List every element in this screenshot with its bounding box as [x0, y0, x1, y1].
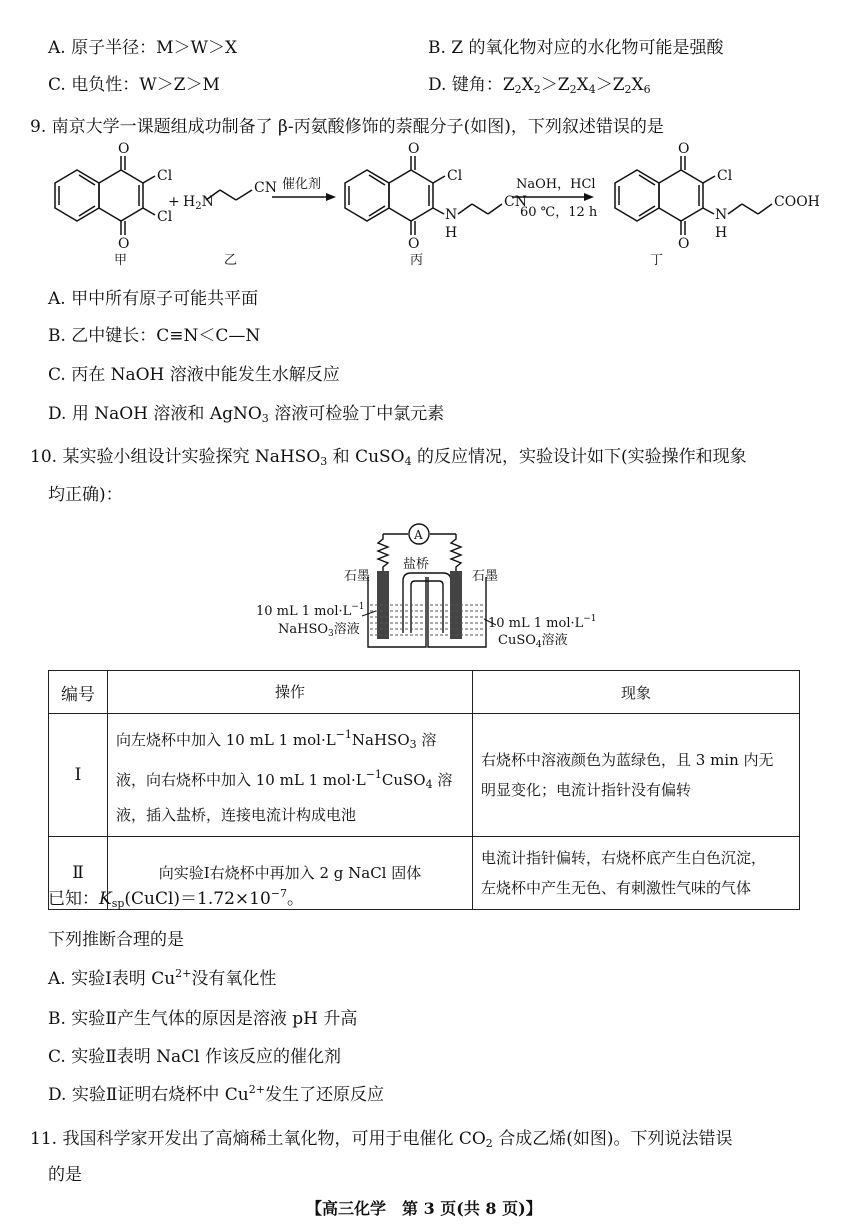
yi-h: $H_2N$ [183, 194, 214, 212]
ding-o-top: O [678, 141, 690, 157]
yi-cn: CN [254, 180, 277, 196]
q10-stem-line1: 10. 某实验小组设计实验探究 NaHSO$_3$ 和 CuSO$_4$ 的反应情况，实验设计如下(实验操作和现象 [30, 447, 747, 468]
q9-option-d: D. 用 NaOH 溶液和 AgNO$_3$ 溶液可检验丁中氯元素 [48, 404, 445, 425]
bing-cn: CN [504, 194, 527, 210]
row-1-operation: 向左烧杯中加入 10 mL 1 $mol\cdot L^{-1}NaHSO_3$ 溶 液，向右烧杯中加入 10 mL 1 $mol\cdot L^{-1}CuSO_4$ 溶 液，插入盐桥，连接电流计构成电池 [108, 714, 473, 837]
row-2-number: Ⅱ [49, 837, 108, 910]
label-ding: 丁 [650, 253, 664, 268]
graphite-right-label: 石墨 [472, 569, 499, 584]
ding-h: H [715, 225, 728, 241]
q9-option-a: A. 甲中所有原子可能共平面 [48, 289, 259, 309]
bing-o-bottom: O [408, 236, 420, 252]
page-footer: 【高三化学 第 3 页(共 8 页)】 [306, 1199, 542, 1218]
header-phenomenon: 现象 [473, 671, 800, 714]
q10-known-ksp: 已知：$K_{sp}(CuCl)=1.72\times 10^{-7}$。 [48, 887, 305, 910]
catalyst-label: 催化剂 [282, 177, 322, 192]
q8-option-d: D. 键角：$Z_2X_2>Z_2X_4>Z_2X_6$ [428, 75, 651, 96]
row-1-number: Ⅰ [49, 714, 108, 837]
bing-h: H [445, 225, 458, 241]
q10-option-c: C. 实验Ⅱ表明 NaCl 作该反应的催化剂 [48, 1047, 342, 1067]
label-jia: 甲 [114, 253, 128, 268]
row-1-phenomenon: 右烧杯中溶液颜色为蓝绿色，且 3 min 内无 明显变化；电流计指针没有偏转 [473, 714, 800, 837]
ding-cooh: COOH [774, 194, 820, 210]
q10-stem-line2: 均正确)： [48, 485, 123, 505]
q8-option-d-prefix: D. 键角： [428, 75, 503, 95]
table-header-row [49, 671, 800, 714]
q8-option-a: A. 原子半径：M＞W＞X [48, 38, 238, 58]
q9-reaction-scheme [40, 140, 830, 270]
q10-option-b: B. 实验Ⅱ产生气体的原因是溶液 pH 升高 [48, 1009, 358, 1029]
table-row [49, 714, 800, 837]
label-bing: 丙 [410, 253, 424, 268]
conditions-2: 60 ℃，12 h [520, 205, 598, 220]
q10-apparatus-diagram [250, 515, 610, 655]
row-2-phenomenon: 电流计指针偏转，右烧杯底产生白色沉淀， 左烧杯中产生无色、有刺激性气味的气体 [473, 837, 800, 910]
q10-ask: 下列推断合理的是 [48, 930, 184, 950]
left-solution-name: NaHSO$_3$溶液 [278, 622, 360, 639]
reaction-arrow-1-head [326, 193, 336, 201]
jia-cl-bottom: Cl [157, 209, 173, 225]
q10-experiment-table [48, 670, 800, 910]
compound-ding-structure [615, 156, 772, 235]
salt-bridge-label: 盐桥 [403, 557, 430, 572]
ding-n: N [715, 207, 728, 223]
header-operation: 操作 [108, 671, 473, 714]
right-solution-conc: 10 mL 1 $mol\cdot L^{-1}$ [488, 614, 597, 631]
graphite-left-label: 石墨 [344, 569, 371, 584]
jia-cl-top: Cl [157, 168, 173, 184]
compound-jia-structure [55, 156, 155, 235]
q11-stem-line1: 11. 我国科学家开发出了高熵稀土氧化物，可用于电催化 $CO_2$ 合成乙烯(如图)。下列说法错误 [30, 1129, 733, 1150]
q8-option-b: B. Z 的氧化物对应的水化物可能是强酸 [428, 38, 724, 58]
plus-sign: + [168, 194, 180, 210]
right-solution-name: CuSO$_4$溶液 [498, 633, 568, 650]
q9-option-c: C. 丙在 NaOH 溶液中能发生水解反应 [48, 365, 340, 385]
q9-stem: 9. 南京大学一课题组成功制备了 β-丙氨酸修饰的萘醌分子(如图)，下列叙述错误的是 [30, 117, 664, 137]
jia-o-bottom: O [118, 236, 130, 252]
conditions-1: NaOH，HCl [516, 177, 596, 192]
bing-o-top: O [408, 141, 420, 157]
reaction-arrow-2-head [584, 193, 594, 201]
q11-stem-line2: 的是 [48, 1165, 82, 1185]
q10-option-d: D. 实验Ⅱ证明右烧杯中 $Cu^{2+}$发生了还原反应 [48, 1083, 384, 1105]
ammeter-label: A [414, 528, 423, 542]
q9-option-b: B. 乙中键长：C≡N＜C—N [48, 326, 261, 346]
bing-n: N [445, 207, 458, 223]
compound-bing-structure [345, 156, 502, 235]
row-2-operation: 向实验Ⅰ右烧杯中再加入 2 g NaCl 固体 [108, 837, 473, 910]
header-number: 编号 [49, 671, 108, 714]
bing-cl: Cl [447, 168, 463, 184]
ding-o-bottom: O [678, 236, 690, 252]
ding-cl: Cl [717, 168, 733, 184]
left-solution-conc: 10 mL 1 $mol\cdot L^{-1}$ [256, 602, 365, 619]
q8-option-c: C. 电负性：W＞Z＞M [48, 75, 220, 95]
jia-o-top: O [118, 141, 130, 157]
q10-option-a: A. 实验Ⅰ表明 $Cu^{2+}$没有氧化性 [48, 967, 277, 989]
label-yi: 乙 [224, 253, 238, 268]
